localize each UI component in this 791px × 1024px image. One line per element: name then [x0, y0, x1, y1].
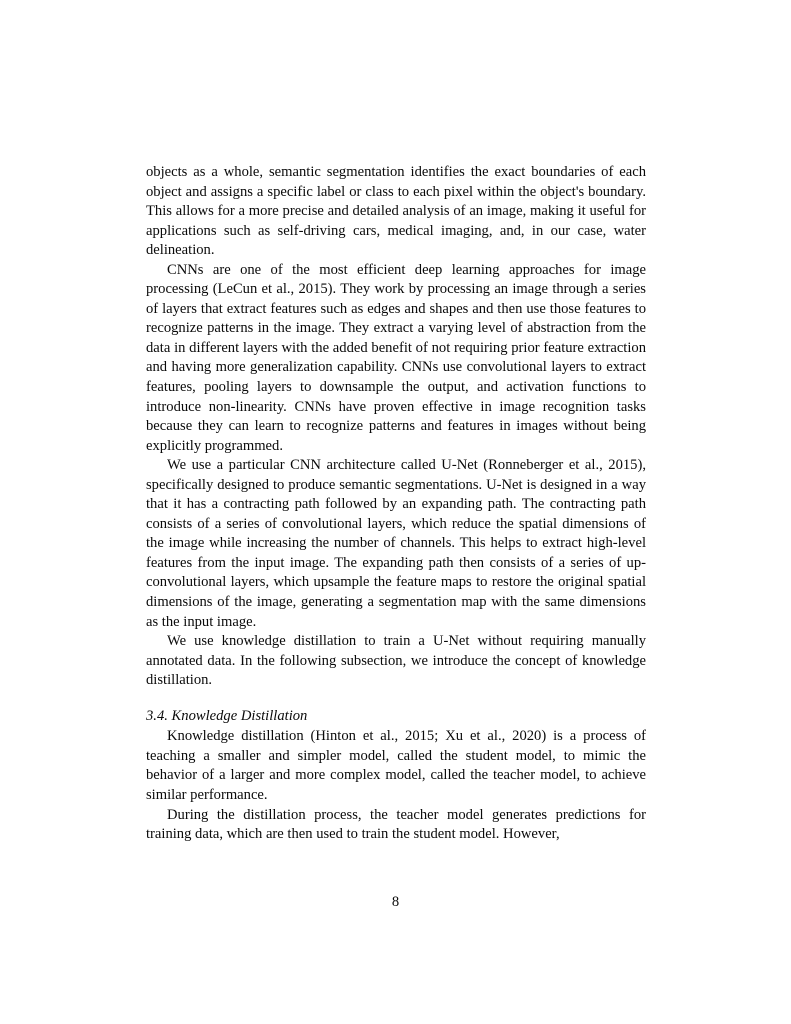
- page-text-block: [146, 163, 646, 845]
- page-number: 8: [391, 894, 400, 910]
- paragraph-knowledge-distillation-definition: Knowledge distillation (Hinton et al., 2015; Xu et al., 2020) is a process of teaching a smaller and simpler model, called the student model, to mimic the behavior of a larger and more complex model, called the teacher model, to achieve similar performance.: [146, 728, 646, 803]
- paragraph-semantic-segmentation-continued: objects as a whole, semantic segmentation identifies the exact boundaries of each object and assigns a specific label or class to each pixel within the object's boundary. This allows for a more precise and detailed analysis of an image, making it useful for applications such as self-driving cars, medical imaging, and, in our case, water delineation.: [146, 164, 646, 259]
- subsection-heading-knowledge-distillation: 3.4. Knowledge Distillation: [146, 707, 308, 724]
- paragraph-cnn-overview: CNNs are one of the most efficient deep learning approaches for image processing (LeCun et al., 2015). They work by processing an image through a series of layers that extract features such as edges and shapes and then use those features to recognize patterns in the image. They extract a varying level of abstraction from the data in different layers with the added benefit of not requiring prior feature extraction and having more generalization capability. CNNs use convolutional layers to extract features, pooling layers to downsample the output, and activation functions to introduce non-linearity. CNNs have proven effective in image recognition tasks because they can learn to recognize patterns and features in images without being explicitly programmed.: [146, 261, 646, 454]
- heading-spacer-above: [146, 691, 646, 707]
- paragraph-knowledge-distillation-intro: We use knowledge distillation to train a U-Net without requiring manually annotated data. In the following subsection, we introduce the concept of knowledge distillation.: [146, 633, 646, 689]
- paragraph-distillation-process: During the distillation process, the teacher model generates predictions for training data, which are then used to train the student model. However,: [146, 806, 646, 843]
- paragraph-unet-architecture: We use a particular CNN architecture called U-Net (Ronneberger et al., 2015), specifically designed to produce semantic segmentations. U-Net is designed in a way that it has a contracting path followed by an expanding path. The contracting path consists of a series of convolutional layers, which reduce the spatial dimensions of the image while increasing the number of channels. This helps to extract high-level features from the input image. The expanding path then consists of a series of up-convolutional layers, which upsample the feature maps to restore the original spatial dimensions of the image, generating a segmentation map with the same dimensions as the input image.: [146, 457, 646, 630]
